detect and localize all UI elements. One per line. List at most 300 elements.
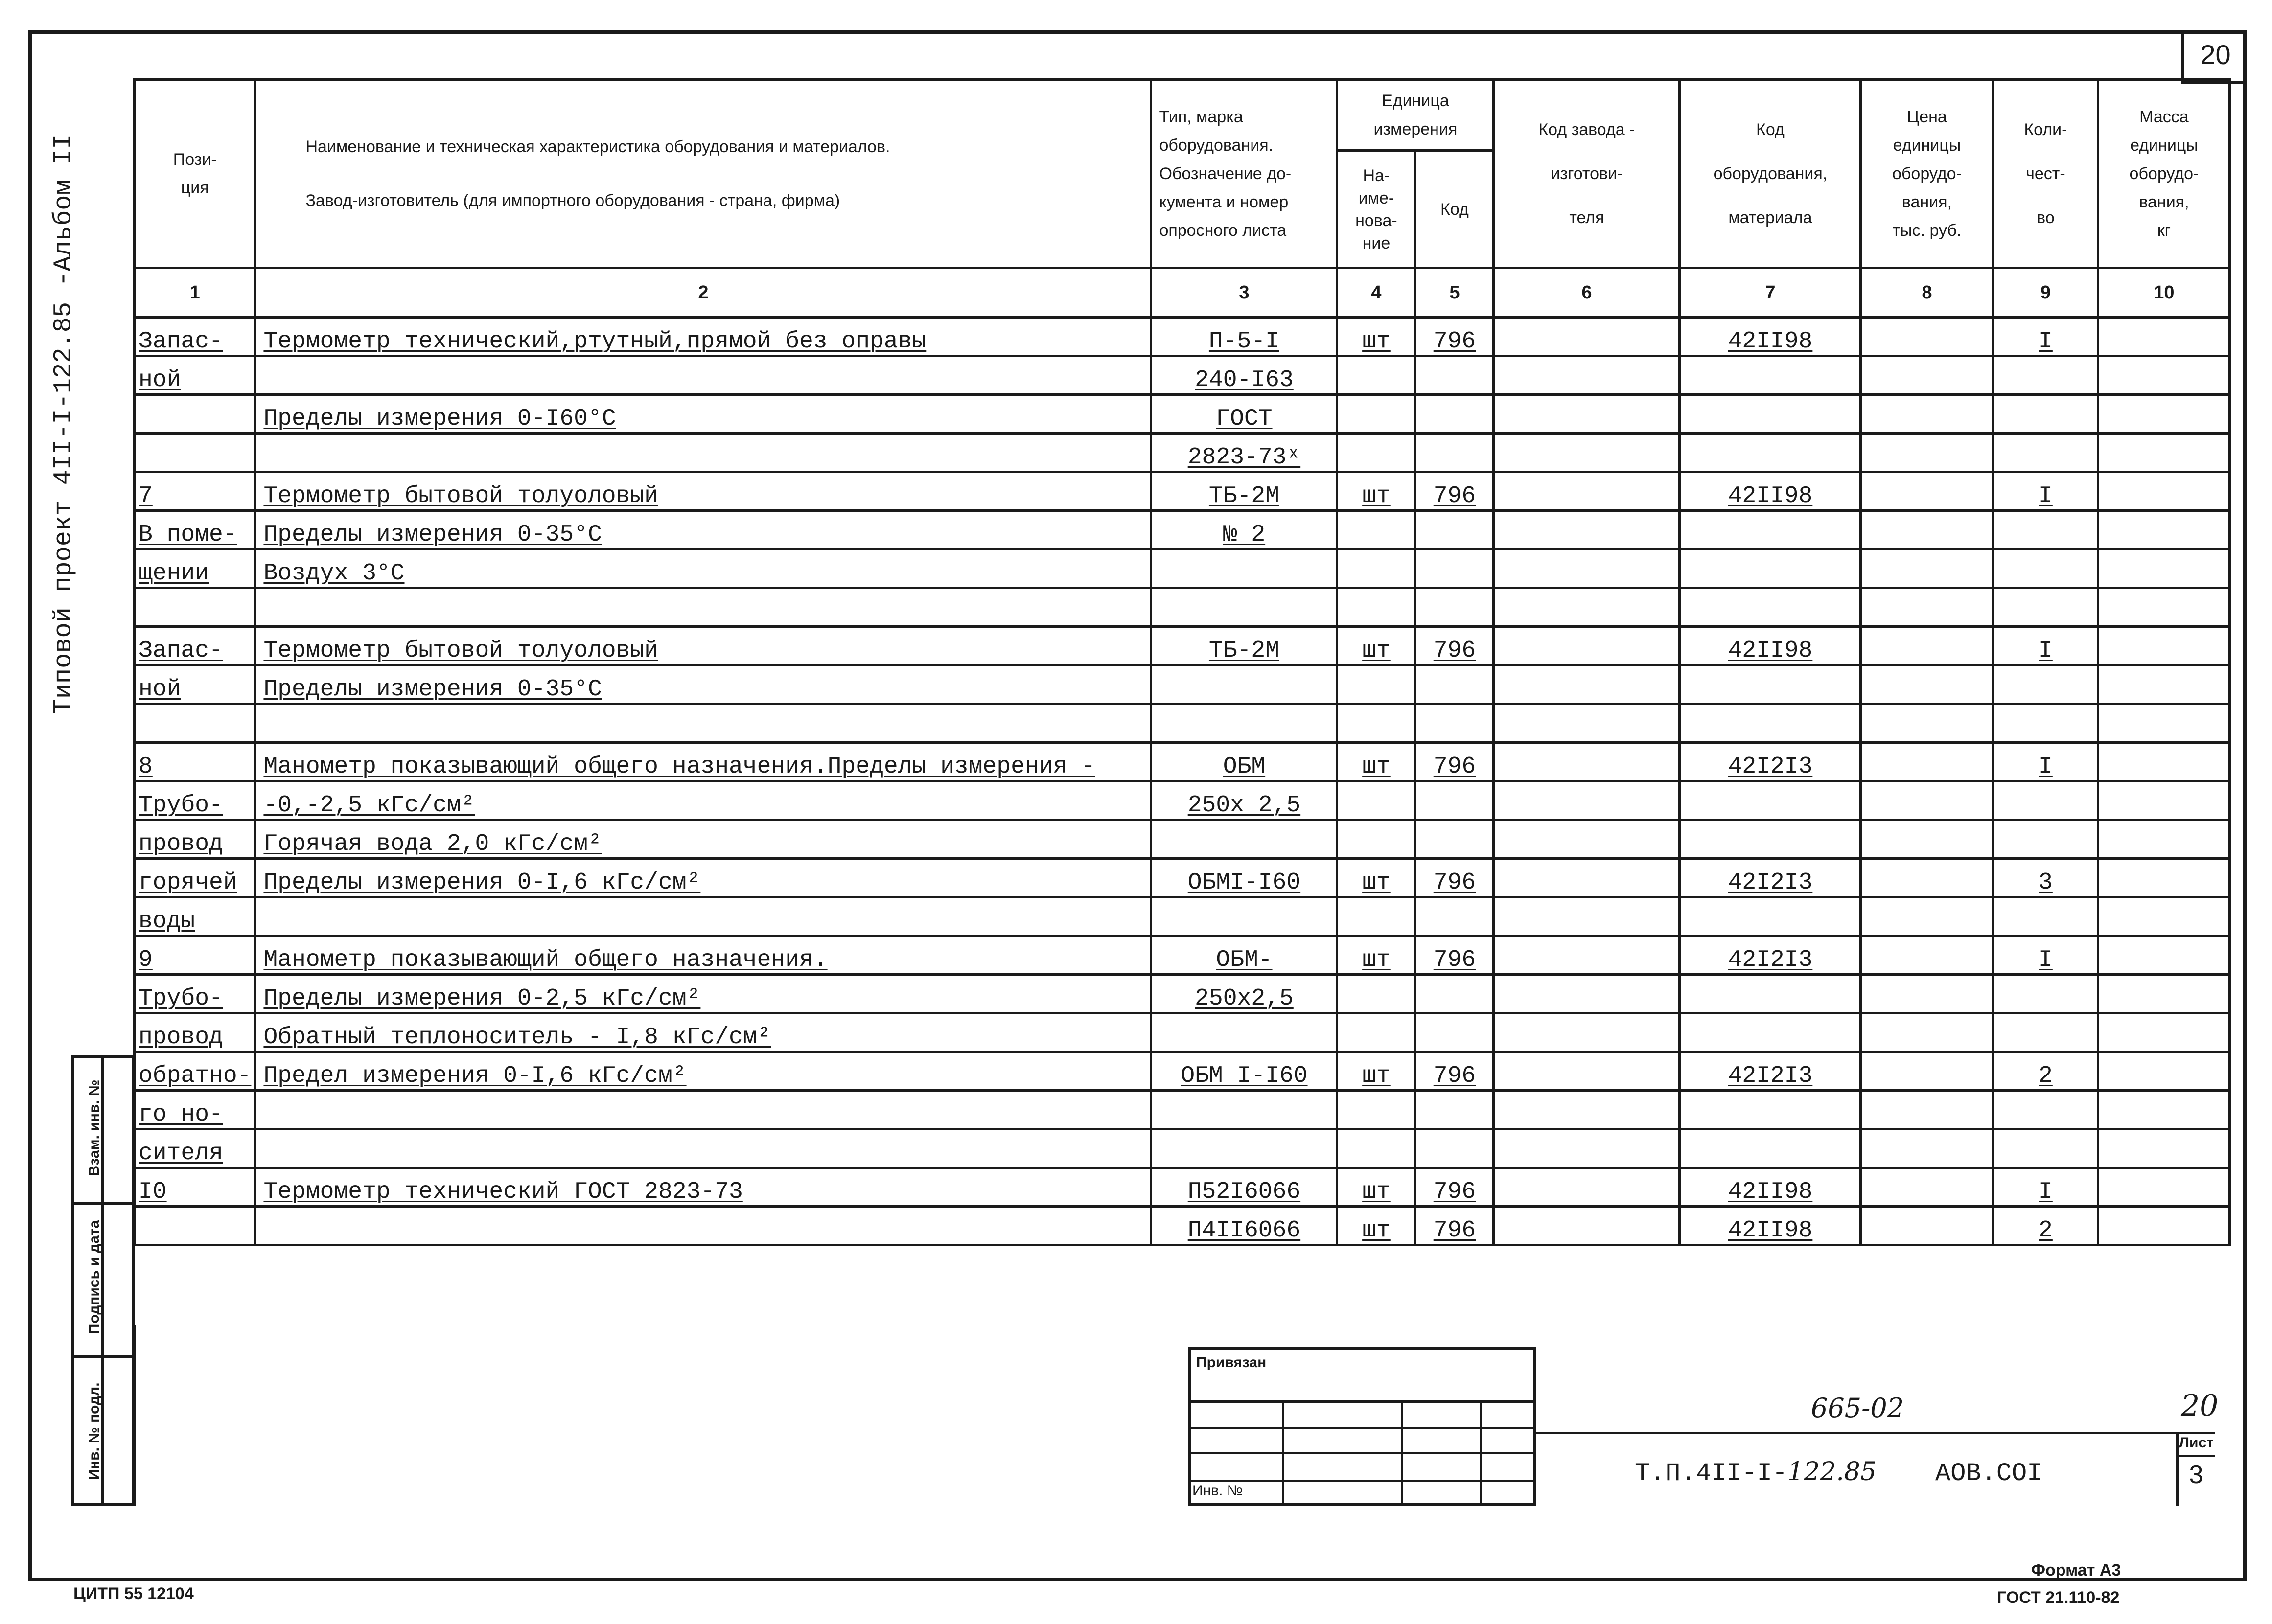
cell-quantity [1993, 1129, 2098, 1168]
cell-unit-name [1337, 511, 1415, 549]
cell-type: ГОСТ [1151, 395, 1337, 434]
cell-position: воды [135, 897, 255, 936]
table-row [135, 781, 2230, 820]
cell-equipment-code [1680, 1129, 1861, 1168]
col-number: 9 [1993, 268, 2098, 318]
cell-mfr-code [1494, 704, 1680, 743]
cell-position: ной [135, 356, 255, 395]
cell-quantity: 3 [1993, 859, 2098, 897]
cell-position: щении [135, 549, 255, 588]
cell-unit-name [1337, 1129, 1415, 1168]
document-code-suffix: АОВ.СОI [1935, 1459, 2042, 1488]
header-name [255, 80, 1151, 268]
cell-equipment-code [1680, 820, 1861, 859]
handwritten-number: 665-02 [1811, 1393, 1904, 1423]
cell-type: 2823-73ˣ [1151, 434, 1337, 472]
title-block-top-line [1536, 1432, 2215, 1434]
header-type: Тип, марка оборудования. Обозначение до- кумента и номер опросного листа [1151, 80, 1337, 268]
cell-mfr-code [1494, 356, 1680, 395]
document-code-handwritten: 122.85 [1787, 1457, 1877, 1487]
cell-price [1861, 936, 1993, 975]
header-equipment-code: Код оборудования, материала [1680, 80, 1861, 268]
cell-price [1861, 704, 1993, 743]
cell-unit-name [1337, 781, 1415, 820]
cell-unit-code [1415, 356, 1494, 395]
cell-type [1151, 1129, 1337, 1168]
cell-mfr-code [1494, 781, 1680, 820]
header-unit-code: Код [1415, 151, 1494, 268]
cell-name [255, 1207, 1151, 1245]
col-number: 5 [1415, 268, 1494, 318]
cell-equipment-code [1680, 588, 1861, 627]
cell-quantity [1993, 975, 2098, 1013]
cell-mfr-code [1494, 588, 1680, 627]
col-number: 7 [1680, 268, 1861, 318]
cell-name: Горячая вода 2,0 кГс/см² [255, 820, 1151, 859]
cell-equipment-code [1680, 434, 1861, 472]
cell-unit-name: шт [1337, 472, 1415, 511]
cell-equipment-code: 42I2I3 [1680, 1052, 1861, 1091]
cell-quantity [1993, 1091, 2098, 1129]
cell-name: Термометр технический,ртутный,прямой без оправы [255, 318, 1151, 356]
cell-type: 240-I63 [1151, 356, 1337, 395]
cell-equipment-code: 42II98 [1680, 627, 1861, 665]
cell-unit-name [1337, 665, 1415, 704]
cell-quantity [1993, 434, 2098, 472]
cell-unit-code [1415, 395, 1494, 434]
table-row [135, 1129, 2230, 1168]
cell-name: Пределы измерения 0-I,6 кГс/см² [255, 859, 1151, 897]
cell-unit-name [1337, 897, 1415, 936]
header-position: Пози- ция [135, 80, 255, 268]
cell-unit-name: шт [1337, 936, 1415, 975]
list-value: 3 [2189, 1461, 2203, 1489]
cell-name [255, 1129, 1151, 1168]
specification-rows [135, 318, 2230, 1245]
cell-position: сителя [135, 1129, 255, 1168]
footer-gost: ГОСТ 21.110-82 [1997, 1588, 2120, 1607]
cell-mass [2098, 820, 2230, 859]
cell-quantity: I [1993, 1168, 2098, 1207]
cell-quantity [1993, 665, 2098, 704]
document-code-prefix: Т.П.4II-I- [1635, 1459, 1788, 1488]
cell-equipment-code [1680, 356, 1861, 395]
table-row [135, 627, 2230, 665]
cell-name: Пределы измерения 0-2,5 кГс/см² [255, 975, 1151, 1013]
cell-quantity: I [1993, 627, 2098, 665]
cell-mfr-code [1494, 665, 1680, 704]
table-row [135, 395, 2230, 434]
stamp-line [1188, 1452, 1536, 1454]
cell-mfr-code [1494, 1129, 1680, 1168]
cell-equipment-code: 42II98 [1680, 1168, 1861, 1207]
handwritten-sheet-number: 20 [2181, 1389, 2219, 1423]
cell-unit-name: шт [1337, 743, 1415, 781]
cell-mass [2098, 897, 2230, 936]
cell-mfr-code [1494, 1168, 1680, 1207]
cell-name: Пределы измерения 0-35°С [255, 665, 1151, 704]
cell-name: Предел измерения 0-I,6 кГс/см² [255, 1052, 1151, 1091]
cell-unit-name [1337, 1013, 1415, 1052]
footer-format: Формат А3 [2031, 1561, 2121, 1579]
cell-name [255, 897, 1151, 936]
stamp-inv-label: Инв. № [1192, 1483, 1243, 1499]
table-row [135, 472, 2230, 511]
col-number: 4 [1337, 268, 1415, 318]
cell-unit-name [1337, 356, 1415, 395]
cell-mfr-code [1494, 511, 1680, 549]
cell-equipment-code [1680, 975, 1861, 1013]
cell-position [135, 434, 255, 472]
cell-price [1861, 897, 1993, 936]
stamp-line [1188, 1427, 1536, 1429]
cell-name: Пределы измерения 0-I60°С [255, 395, 1151, 434]
cell-unit-name: шт [1337, 318, 1415, 356]
header-price: Цена единицы оборудо- вания, тыс. руб. [1861, 80, 1993, 268]
cell-unit-code [1415, 1091, 1494, 1129]
cell-type: П4II6066 [1151, 1207, 1337, 1245]
cell-type: ОБМ- [1151, 936, 1337, 975]
cell-unit-name [1337, 434, 1415, 472]
cell-price [1861, 1091, 1993, 1129]
table-row [135, 975, 2230, 1013]
title-block-list-line [2176, 1455, 2215, 1457]
table-row [135, 1052, 2230, 1091]
col-number: 10 [2098, 268, 2230, 318]
cell-unit-code [1415, 1129, 1494, 1168]
sheet-number: 20 [2200, 39, 2231, 70]
stamp-line [1480, 1400, 1482, 1506]
cell-type [1151, 549, 1337, 588]
cell-equipment-code [1680, 781, 1861, 820]
cell-type: ОБМ I-I60 [1151, 1052, 1337, 1091]
cell-position: В поме- [135, 511, 255, 549]
cell-price [1861, 395, 1993, 434]
cell-unit-name: шт [1337, 1052, 1415, 1091]
cell-name [255, 356, 1151, 395]
cell-type: П-5-I [1151, 318, 1337, 356]
cell-unit-name [1337, 395, 1415, 434]
sheet-number-box [2181, 30, 2247, 84]
side-project-label: Типовой проект 4II-I-122.85 -Альбом II [49, 134, 78, 714]
cell-name [255, 434, 1151, 472]
cell-mass [2098, 356, 2230, 395]
cell-unit-code: 796 [1415, 1168, 1494, 1207]
cell-type: ОБМI-I60 [1151, 859, 1337, 897]
cell-mfr-code [1494, 627, 1680, 665]
cell-mfr-code [1494, 1207, 1680, 1245]
cell-unit-code [1415, 549, 1494, 588]
cell-price [1861, 549, 1993, 588]
col-number: 8 [1861, 268, 1993, 318]
cell-quantity: I [1993, 743, 2098, 781]
cell-quantity: I [1993, 472, 2098, 511]
cell-position [135, 1207, 255, 1245]
cell-unit-code: 796 [1415, 318, 1494, 356]
cell-type: 250х 2,5 [1151, 781, 1337, 820]
cell-mfr-code [1494, 897, 1680, 936]
cell-price [1861, 820, 1993, 859]
cell-mfr-code [1494, 1052, 1680, 1091]
cell-position: провод [135, 1013, 255, 1052]
cell-quantity: 2 [1993, 1052, 2098, 1091]
cell-unit-name: шт [1337, 1168, 1415, 1207]
cell-mfr-code [1494, 1013, 1680, 1052]
cell-price [1861, 1207, 1993, 1245]
column-number-row [135, 268, 2230, 318]
cell-quantity [1993, 1013, 2098, 1052]
cell-mass [2098, 549, 2230, 588]
cell-position: го но- [135, 1091, 255, 1129]
cell-mfr-code [1494, 1091, 1680, 1129]
cell-quantity: I [1993, 936, 2098, 975]
table-row [135, 704, 2230, 743]
approval-signature-date-label: Подпись и дата [86, 1220, 102, 1334]
stamp-attached-label: Привязан [1196, 1354, 1267, 1371]
cell-position [135, 395, 255, 434]
cell-unit-code: 796 [1415, 472, 1494, 511]
table-row [135, 820, 2230, 859]
header-unit: Единица измерения [1337, 80, 1494, 151]
stamp-line [1401, 1400, 1403, 1506]
cell-mfr-code [1494, 975, 1680, 1013]
col-number: 3 [1151, 268, 1337, 318]
cell-equipment-code: 42I2I3 [1680, 859, 1861, 897]
cell-name: Воздух 3°С [255, 549, 1151, 588]
cell-mass [2098, 1013, 2230, 1052]
cell-price [1861, 318, 1993, 356]
cell-equipment-code: 42I2I3 [1680, 743, 1861, 781]
table-row [135, 356, 2230, 395]
cell-mass [2098, 936, 2230, 975]
cell-mfr-code [1494, 743, 1680, 781]
cell-unit-code: 796 [1415, 627, 1494, 665]
cell-position: горячей [135, 859, 255, 897]
approval-replace-inv-label: Взам. инв. № [86, 1079, 102, 1176]
cell-type: ТБ-2М [1151, 472, 1337, 511]
cell-position: 7 [135, 472, 255, 511]
cell-position: Трубо- [135, 781, 255, 820]
cell-price [1861, 511, 1993, 549]
cell-type: П52I6066 [1151, 1168, 1337, 1207]
header-mass: Масса единицы оборудо- вания, кг [2098, 80, 2230, 268]
cell-quantity: I [1993, 318, 2098, 356]
cell-quantity [1993, 395, 2098, 434]
cell-price [1861, 1013, 1993, 1052]
cell-unit-code [1415, 665, 1494, 704]
cell-type [1151, 704, 1337, 743]
cell-mass [2098, 665, 2230, 704]
cell-unit-name: шт [1337, 859, 1415, 897]
cell-unit-code: 796 [1415, 859, 1494, 897]
table-row [135, 511, 2230, 549]
cell-name: Пределы измерения 0-35°С [255, 511, 1151, 549]
cell-price [1861, 627, 1993, 665]
cell-unit-code: 796 [1415, 1052, 1494, 1091]
cell-mfr-code [1494, 820, 1680, 859]
cell-price [1861, 1168, 1993, 1207]
cell-quantity [1993, 511, 2098, 549]
cell-price [1861, 1052, 1993, 1091]
cell-equipment-code [1680, 897, 1861, 936]
table-row [135, 743, 2230, 781]
cell-mfr-code [1494, 472, 1680, 511]
cell-mass [2098, 627, 2230, 665]
cell-name [255, 1091, 1151, 1129]
cell-equipment-code [1680, 1091, 1861, 1129]
cell-unit-code: 796 [1415, 936, 1494, 975]
cell-unit-name [1337, 820, 1415, 859]
cell-quantity [1993, 356, 2098, 395]
table-row [135, 588, 2230, 627]
cell-quantity [1993, 588, 2098, 627]
cell-name [255, 588, 1151, 627]
stamp-line [1188, 1400, 1536, 1403]
document-code [1635, 1457, 2042, 1488]
cell-unit-name: шт [1337, 1207, 1415, 1245]
cell-unit-code [1415, 588, 1494, 627]
cell-type: ОБМ [1151, 743, 1337, 781]
cell-position: Запас- [135, 627, 255, 665]
cell-name: Термометр бытовой толуоловый [255, 472, 1151, 511]
cell-position: Трубо- [135, 975, 255, 1013]
cell-mass [2098, 781, 2230, 820]
cell-type [1151, 665, 1337, 704]
cell-price [1861, 434, 1993, 472]
cell-mass [2098, 434, 2230, 472]
cell-quantity [1993, 820, 2098, 859]
cell-position: I0 [135, 1168, 255, 1207]
cell-equipment-code [1680, 395, 1861, 434]
cell-unit-code [1415, 704, 1494, 743]
cell-type: № 2 [1151, 511, 1337, 549]
cell-name: Манометр показывающий общего назначения.Пределы измерения - [255, 743, 1151, 781]
cell-equipment-code [1680, 665, 1861, 704]
cell-mass [2098, 472, 2230, 511]
header-quantity: Коли- чест- во [1993, 80, 2098, 268]
cell-mfr-code [1494, 434, 1680, 472]
cell-position [135, 704, 255, 743]
cell-price [1861, 588, 1993, 627]
cell-quantity [1993, 897, 2098, 936]
cell-mass [2098, 395, 2230, 434]
cell-type [1151, 588, 1337, 627]
col-number: 6 [1494, 268, 1680, 318]
table-row [135, 859, 2230, 897]
stamp-line [1282, 1400, 1284, 1506]
cell-unit-code [1415, 1013, 1494, 1052]
cell-unit-name [1337, 549, 1415, 588]
cell-quantity [1993, 781, 2098, 820]
cell-mass [2098, 318, 2230, 356]
cell-quantity [1993, 549, 2098, 588]
cell-unit-name: шт [1337, 627, 1415, 665]
cell-mass [2098, 1207, 2230, 1245]
cell-unit-name [1337, 1091, 1415, 1129]
approval-original-inv-label: Инв. № подл. [86, 1382, 102, 1480]
cell-type [1151, 897, 1337, 936]
header-name-line1: Наименование и техническая характеристика оборудования и материалов. [305, 137, 890, 156]
cell-position: обратно- [135, 1052, 255, 1091]
list-label: Лист [2179, 1435, 2214, 1451]
cell-price [1861, 472, 1993, 511]
stamp-line [1188, 1480, 1536, 1482]
header-unit-name: На- име- нова- ние [1337, 151, 1415, 268]
cell-price [1861, 665, 1993, 704]
cell-equipment-code [1680, 511, 1861, 549]
cell-position: ной [135, 665, 255, 704]
cell-mass [2098, 1168, 2230, 1207]
cell-price [1861, 743, 1993, 781]
cell-equipment-code: 42I2I3 [1680, 936, 1861, 975]
cell-mass [2098, 588, 2230, 627]
cell-unit-code: 796 [1415, 743, 1494, 781]
cell-mfr-code [1494, 395, 1680, 434]
table-row [135, 1013, 2230, 1052]
cell-mass [2098, 859, 2230, 897]
cell-position: Запас- [135, 318, 255, 356]
table-row [135, 897, 2230, 936]
table-row [135, 549, 2230, 588]
cell-quantity [1993, 704, 2098, 743]
cell-mfr-code [1494, 936, 1680, 975]
cell-type [1151, 820, 1337, 859]
header-mfr-code: Код завода - изготови- теля [1494, 80, 1680, 268]
cell-unit-code: 796 [1415, 1207, 1494, 1245]
cell-mass [2098, 1091, 2230, 1129]
cell-equipment-code [1680, 549, 1861, 588]
cell-mfr-code [1494, 318, 1680, 356]
table-row [135, 665, 2230, 704]
cell-type [1151, 1013, 1337, 1052]
cell-unit-code [1415, 511, 1494, 549]
table-row [135, 318, 2230, 356]
cell-name: Манометр показывающий общего назначения. [255, 936, 1151, 975]
footer-cipt-code: ЦИТП 55 12104 [73, 1584, 194, 1603]
header-name-line2: Завод-изготовитель (для импортного оборудования - страна, фирма) [305, 191, 840, 210]
cell-mass [2098, 743, 2230, 781]
col-number: 2 [255, 268, 1151, 318]
cell-unit-code [1415, 434, 1494, 472]
specification-table [133, 78, 2231, 1246]
cell-equipment-code: 42II98 [1680, 1207, 1861, 1245]
cell-name: -0,-2,5 кГс/см² [255, 781, 1151, 820]
cell-name: Термометр бытовой толуоловый [255, 627, 1151, 665]
cell-name [255, 704, 1151, 743]
cell-name: Обратный теплоноситель - I,8 кГс/см² [255, 1013, 1151, 1052]
cell-position: 9 [135, 936, 255, 975]
cell-mass [2098, 975, 2230, 1013]
cell-price [1861, 1129, 1993, 1168]
cell-name: Термометр технический ГОСТ 2823-73 [255, 1168, 1151, 1207]
table-row [135, 1091, 2230, 1129]
title-block-divider [2176, 1432, 2179, 1506]
cell-mfr-code [1494, 549, 1680, 588]
cell-quantity: 2 [1993, 1207, 2098, 1245]
cell-unit-code [1415, 897, 1494, 936]
cell-unit-code [1415, 820, 1494, 859]
cell-price [1861, 859, 1993, 897]
cell-unit-name [1337, 588, 1415, 627]
cell-mass [2098, 1052, 2230, 1091]
cell-unit-name [1337, 975, 1415, 1013]
cell-unit-code [1415, 781, 1494, 820]
table-row [135, 1207, 2230, 1245]
cell-mass [2098, 1129, 2230, 1168]
cell-type: 250х2,5 [1151, 975, 1337, 1013]
cell-unit-name [1337, 704, 1415, 743]
table-row [135, 936, 2230, 975]
